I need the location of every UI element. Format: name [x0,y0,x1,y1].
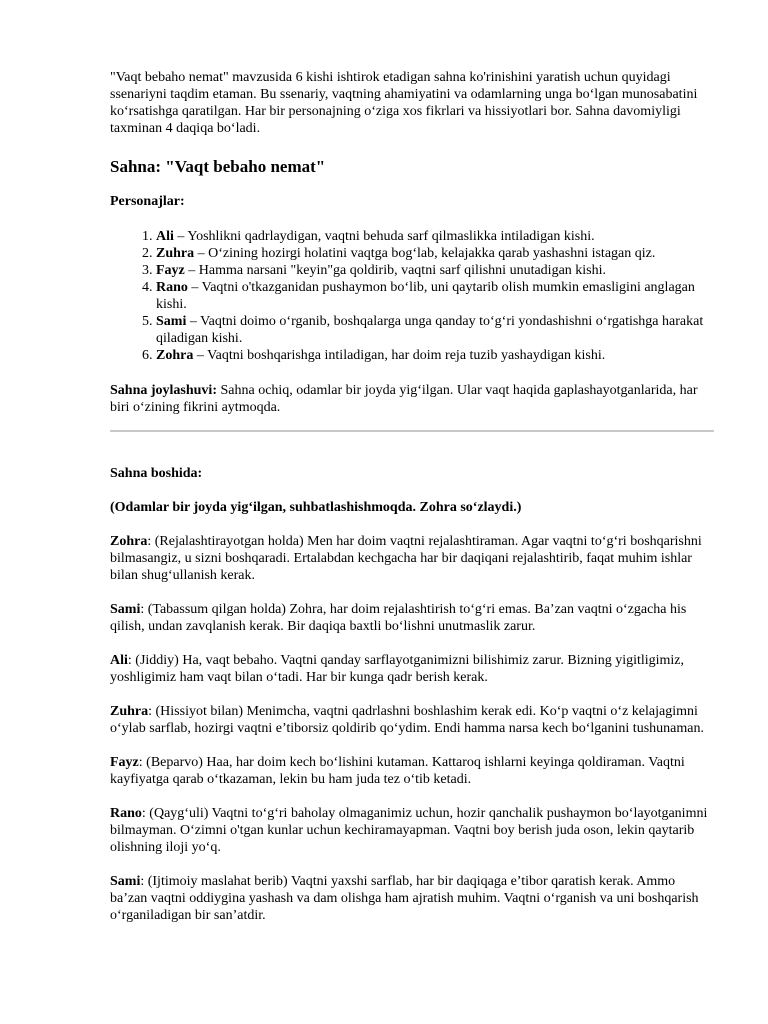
list-item [156,347,712,364]
dialogue-text: : (Ijtimoiy maslahat berib) Vaqtni yaxshi sarflab, har bir daqiqaga e’tibor qaratish kerak. Ammo ba’zan vaqtni oddiygina yashash va dam olishga ham ajratish muhim. Vaqtni o‘rganish va uni boshqarish o‘rganiladigan bir san’atdir. [110,874,699,923]
character-description: – Vaqtni o'tkazganidan pushaymon bo‘lib, uni qaytarib olish mumkin emasligini anglagan kishi. [156,280,695,312]
dialogue-text: : (Tabassum qilgan holda) Zohra, har doim rejalashtirish to‘g‘ri emas. Ba’zan vaqtni o‘zgacha his qilish, undan zavqlanish kerak. Bir daqiqa baxtli bo‘lishni unutmaslik zarur. [110,602,687,634]
intro-paragraph: "Vaqt bebaho nemat" mavzusida 6 kishi ishtirok etadigan sahna ko'rinishini yaratish uchun quyidagi ssenariyni taqdim etaman. Bu ssenariy, vaqtning ahamiyatini va odamlarning unga bo‘lgan munosabatini ko‘rsatishga qaratilgan. Har bir personajning o‘ziga xos fikrlari va hissiyotlari bor. Sahna davomiyligi taxminan 4 daqiqa bo‘ladi. [110,70,698,136]
character-name: Fayz [156,263,185,278]
scene-title: Sahna: "Vaqt bebaho nemat" [110,157,326,176]
dialogue-text: : (Jiddiy) Ha, vaqt bebaho. Vaqtni qanday sarflayotganimizni bilishimiz zarur. Bizning yigitligimiz, yoshligimiz ham vaqt bilan o‘tadi. Har bir kunga qadr berish kerak. [110,653,685,685]
dialogue-line [110,601,712,635]
dialogue-line [110,754,712,788]
dialogue-text: : (Beparvo) Haa, har doim kech bo‘lishini kutaman. Kattaroq ishlarni keyinga qoldiraman. Vaqtni kayfiyatga qarab o‘tkazaman, lekin bu ham juda tez o‘tib ketadi. [110,755,685,787]
dialogue-line [110,652,712,686]
character-description: – Vaqtni doimo o‘rganib, boshqalarga unga qanday to‘g‘ri yondashishni o‘rgatishga harakat qiladigan kishi. [156,314,704,346]
location-label: Sahna joylashuvi: [110,383,217,398]
speaker-name: Zohra [110,534,148,549]
dialogue-line [110,703,712,737]
list-item [156,313,712,347]
character-description: – O‘zining hozirgi holatini vaqtga bog‘lab, kelajakka qarab yashashni istagan qiz. [194,246,656,261]
dialogue-line [110,805,712,856]
character-name: Zuhra [156,246,195,261]
dialogue-line [110,533,712,584]
list-item [156,245,712,262]
speaker-name: Rano [110,806,142,821]
characters-heading: Personajlar: [110,194,185,209]
character-description: – Vaqtni boshqarishga intiladigan, har doim reja tuzib yashaydigan kishi. [193,348,606,363]
character-name: Ali [156,229,174,244]
character-name: Sami [156,314,187,329]
dialogue-line [110,873,712,924]
dialogue-text: : (Hissiyot bilan) Menimcha, vaqtni qadrlashni boshlashim kerak edi. Ko‘p vaqtni o‘z kelajagimni o‘ylab sarflab, hozirgi vaqtni e’tiborsiz qoldirib qo‘ydim. Endi hamma narsa kech bo‘lganini tushunaman. [110,704,704,736]
speaker-name: Sami [110,874,141,889]
character-description: – Hamma narsani "keyin"ga qoldirib, vaqtni sarf qilishni unutadigan kishi. [184,263,607,278]
speaker-name: Zuhra [110,704,149,719]
list-item [156,279,712,313]
list-item [156,228,712,245]
section-divider [110,430,714,432]
character-name: Zohra [156,348,194,363]
character-name: Rano [156,280,188,295]
stage-direction: (Odamlar bir joyda yig‘ilgan, suhbatlashishmoqda. Zohra so‘zlaydi.) [110,500,522,515]
speaker-name: Sami [110,602,141,617]
characters-list [110,228,712,364]
speaker-name: Fayz [110,755,139,770]
list-item [156,262,712,279]
scene-start-heading: Sahna boshida: [110,466,203,481]
speaker-name: Ali [110,653,128,668]
dialogue-text: : (Rejalashtirayotgan holda) Men har doim vaqtni rejalashtiraman. Agar vaqtni to‘g‘ri boshqarishni bilmasangiz, u sizni boshqaradi. Ertalabdan kechgacha har bir daqiqani rejalashtirib, faqat muhim ishlar bilan shug‘ullanish kerak. [110,534,702,583]
scene-location [110,382,712,416]
location-text: Sahna ochiq, odamlar bir joyda yig‘ilgan. Ular vaqt haqida gaplashayotganlarida, har biri o‘zining fikrini aytmoqda. [110,383,698,415]
character-description: – Yoshlikni qadrlaydigan, vaqtni behuda sarf qilmaslikka intiladigan kishi. [173,229,595,244]
dialogue-text: : (Qayg‘uli) Vaqtni to‘g‘ri baholay olmaganimiz uchun, hozir qanchalik pushaymon bo‘layotganimni bilmayman. O‘zimni o'tgan kunlar uchun kechiramayapman. Vaqtni boy berish juda oson, lekin qaytarib olishning iloji yo‘q. [110,806,708,855]
